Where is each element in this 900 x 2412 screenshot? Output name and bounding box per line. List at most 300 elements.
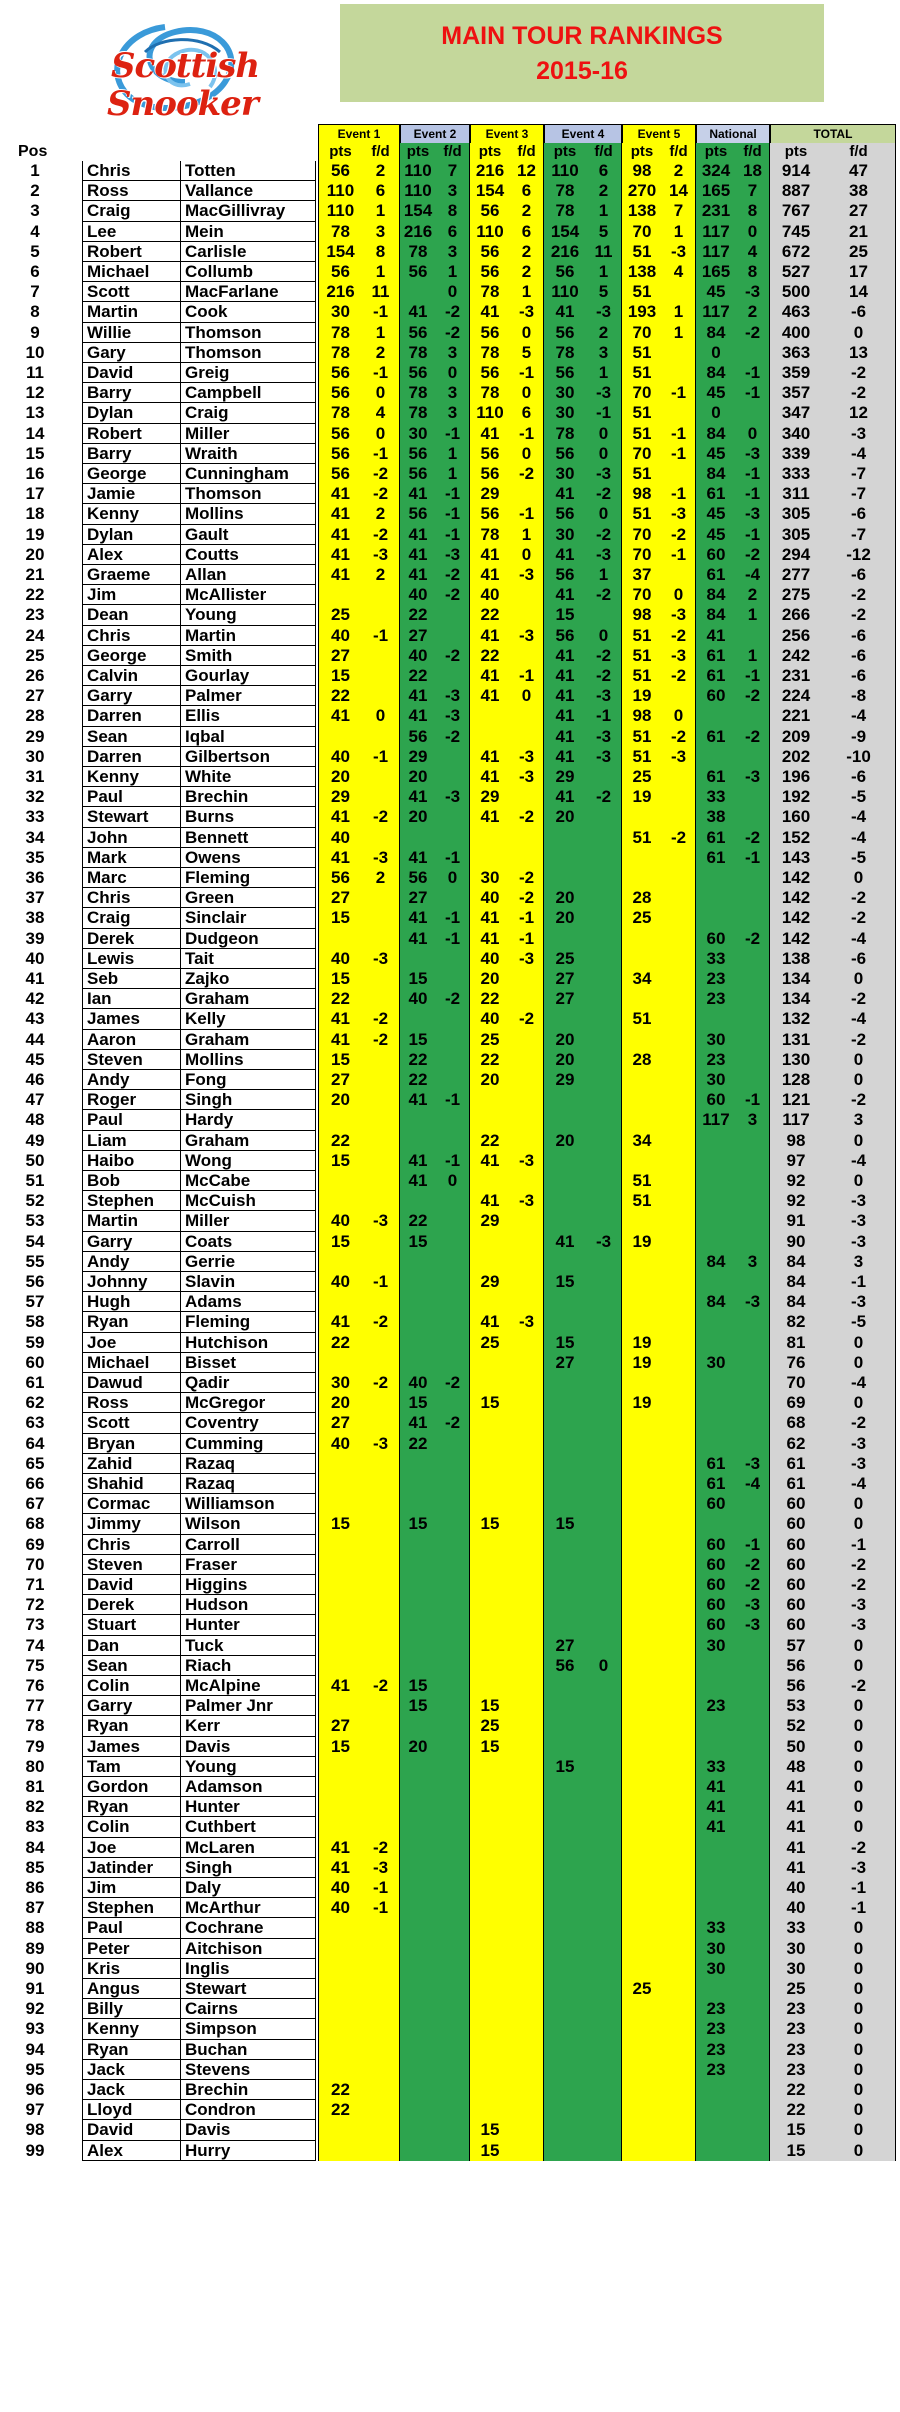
e1-pts-cell: [318, 2120, 362, 2140]
e2-fd-cell: [436, 807, 470, 827]
last-name-cell: Davis: [180, 1737, 316, 1757]
e4-pts-cell: [544, 1595, 586, 1615]
e1-pts-cell: 110: [318, 181, 362, 201]
nat-fd-cell: [736, 1676, 770, 1696]
nat-fd-cell: [736, 1171, 770, 1191]
nat-pts-cell: 61: [696, 484, 736, 504]
e1-pts-cell: 78: [318, 343, 362, 363]
first-name-cell: Marc: [82, 868, 180, 888]
total-pts-cell: 340: [770, 424, 822, 444]
e1-pts-cell: [318, 2060, 362, 2080]
e5-fd-cell: [662, 888, 696, 908]
first-name-cell: Alex: [82, 545, 180, 565]
e1-pts-cell: [318, 1939, 362, 1959]
e2-pts-cell: 20: [400, 1737, 436, 1757]
e5-fd-cell: [662, 403, 696, 423]
e2-fd-cell: [436, 2141, 470, 2161]
e3-fd-cell: [510, 1514, 544, 1534]
e1-pts-cell: 56: [318, 444, 362, 464]
e2-fd-cell: -1: [436, 424, 470, 444]
e3-pts-cell: [470, 1838, 510, 1858]
last-name-cell: Singh: [180, 1858, 316, 1878]
e1-fd-cell: [362, 1110, 400, 1130]
first-name-cell: Garry: [82, 686, 180, 706]
e3-fd-cell: [510, 585, 544, 605]
first-name-cell: George: [82, 464, 180, 484]
e4-pts-cell: 78: [544, 343, 586, 363]
e3-fd-cell: [510, 1898, 544, 1918]
e4-fd-cell: 6: [586, 161, 622, 181]
e1-fd-cell: 1: [362, 323, 400, 343]
e2-fd-cell: 3: [436, 403, 470, 423]
e4-fd-cell: [586, 1838, 622, 1858]
e1-pts-cell: 40: [318, 1878, 362, 1898]
total-pts-cell: 60: [770, 1535, 822, 1555]
total-fd-cell: 38: [822, 181, 896, 201]
e4-pts-cell: 41: [544, 646, 586, 666]
e4-pts-cell: [544, 1454, 586, 1474]
nat-fd-cell: [736, 1211, 770, 1231]
nat-fd-cell: -1: [736, 1090, 770, 1110]
e2-pts-cell: 41: [400, 1413, 436, 1433]
e2-pts-cell: 40: [400, 1373, 436, 1393]
total-pts-cell: 231: [770, 666, 822, 686]
total-fd-cell: 0: [822, 868, 896, 888]
table-row: [0, 1514, 900, 1534]
e5-fd-cell: -2: [662, 525, 696, 545]
e4-pts-cell: 27: [544, 1353, 586, 1373]
e1-pts-cell: [318, 1979, 362, 1999]
e1-pts-cell: 40: [318, 626, 362, 646]
first-name-cell: Gary: [82, 343, 180, 363]
e3-fd-cell: -3: [510, 1312, 544, 1332]
e2-fd-cell: [436, 888, 470, 908]
position-cell: 88: [25, 1918, 45, 1938]
e2-fd-cell: [436, 1070, 470, 1090]
e3-pts-cell: 15: [470, 1696, 510, 1716]
e2-fd-cell: [436, 1353, 470, 1373]
e2-fd-cell: [436, 1898, 470, 1918]
total-pts-cell: 53: [770, 1696, 822, 1716]
e2-pts-cell: 15: [400, 969, 436, 989]
e2-fd-cell: 0: [436, 282, 470, 302]
nat-fd-cell: [736, 1737, 770, 1757]
nat-pts-cell: 33: [696, 949, 736, 969]
total-fd-cell: 0: [822, 1979, 896, 1999]
nat-fd-cell: [736, 787, 770, 807]
e1-pts-cell: [318, 1191, 362, 1211]
e5-fd-cell: [662, 767, 696, 787]
nat-pts-cell: 84: [696, 605, 736, 625]
table-row: [0, 161, 900, 181]
e1-fd-cell: [362, 2141, 400, 2161]
e1-fd-cell: -1: [362, 1878, 400, 1898]
first-name-cell: Colin: [82, 1676, 180, 1696]
e1-pts-cell: [318, 727, 362, 747]
e2-pts-cell: 41: [400, 484, 436, 504]
e3-fd-cell: [510, 1494, 544, 1514]
e2-pts-cell: [400, 1858, 436, 1878]
first-name-cell: Roger: [82, 1090, 180, 1110]
e1-pts-cell: [318, 1353, 362, 1373]
e1-pts-cell: 30: [318, 302, 362, 322]
e1-pts-cell: [318, 1615, 362, 1635]
e4-fd-cell: -2: [586, 666, 622, 686]
e4-fd-cell: 1: [586, 262, 622, 282]
position-cell: 45: [25, 1049, 45, 1069]
e1-fd-cell: [362, 1555, 400, 1575]
table-row: [0, 1090, 900, 1110]
e4-pts-cell: [544, 1797, 586, 1817]
total-fd-cell: -3: [822, 1615, 896, 1635]
e2-pts-cell: 27: [400, 888, 436, 908]
e4-fd-cell: [586, 1373, 622, 1393]
nat-pts-cell: [696, 1656, 736, 1676]
total-fd-cell: -4: [822, 807, 896, 827]
table-row: [0, 484, 900, 504]
table-row: [0, 949, 900, 969]
e2-pts-cell: 78: [400, 383, 436, 403]
e4-pts-cell: 30: [544, 383, 586, 403]
total-pts-cell: 527: [770, 262, 822, 282]
total-fd-cell: -6: [822, 565, 896, 585]
e4-fd-cell: 5: [586, 282, 622, 302]
position-cell: 82: [25, 1797, 45, 1817]
total-pts-cell: 69: [770, 1393, 822, 1413]
e3-pts-cell: [470, 1232, 510, 1252]
e2-pts-cell: 29: [400, 747, 436, 767]
position-cell: 51: [25, 1171, 45, 1190]
first-name-cell: Jack: [82, 2080, 180, 2100]
e2-fd-cell: [436, 1211, 470, 1231]
position-cell: 48: [25, 1110, 45, 1130]
e1-pts-cell: 22: [318, 989, 362, 1009]
e4-pts-cell: [544, 1494, 586, 1514]
e2-fd-cell: 0: [436, 1171, 470, 1191]
e5-pts-cell: 51: [622, 1009, 662, 1029]
last-name-cell: White: [180, 767, 316, 787]
nat-fd-cell: [736, 908, 770, 928]
e5-fd-cell: [662, 1050, 696, 1070]
total-pts-cell: 92: [770, 1191, 822, 1211]
e5-pts-cell: 51: [622, 242, 662, 262]
nat-pts-cell: 30: [696, 1959, 736, 1979]
first-name-cell: Graeme: [82, 565, 180, 585]
total-fd-cell: -2: [822, 1090, 896, 1110]
nat-fd-cell: 3: [736, 1252, 770, 1272]
total-fd-cell: -5: [822, 1312, 896, 1332]
e2-fd-cell: -2: [436, 323, 470, 343]
e4-pts-cell: [544, 1312, 586, 1332]
e2-fd-cell: [436, 626, 470, 646]
e3-fd-cell: -1: [510, 504, 544, 524]
e4-pts-cell: [544, 2100, 586, 2120]
nat-pts-cell: 0: [696, 403, 736, 423]
e3-pts-cell: [470, 1373, 510, 1393]
e1-fd-cell: 2: [362, 343, 400, 363]
first-name-cell: Alex: [82, 2141, 180, 2161]
e1-pts-cell: 15: [318, 1050, 362, 1070]
e2-pts-cell: [400, 1333, 436, 1353]
table-row: [0, 1656, 900, 1676]
e1-pts-cell: 40: [318, 1434, 362, 1454]
e4-pts-header: pts: [544, 143, 586, 161]
e2-pts-cell: 56: [400, 868, 436, 888]
e4-pts-cell: [544, 1979, 586, 1999]
e4-fd-cell: -2: [586, 484, 622, 504]
e3-fd-cell: [510, 1878, 544, 1898]
table-row: [0, 1555, 900, 1575]
e4-pts-cell: 110: [544, 282, 586, 302]
nat-fd-cell: 1: [736, 605, 770, 625]
e5-pts-cell: [622, 1312, 662, 1332]
e5-fd-cell: -3: [662, 747, 696, 767]
first-name-cell: Dylan: [82, 525, 180, 545]
e3-pts-cell: 25: [470, 1716, 510, 1736]
e1-fd-cell: [362, 1757, 400, 1777]
e5-pts-cell: 51: [622, 424, 662, 444]
e3-pts-cell: 41: [470, 302, 510, 322]
table-row: [0, 424, 900, 444]
position-cell: 44: [25, 1029, 45, 1049]
first-name-cell: Stuart: [82, 1615, 180, 1635]
position-cell: 83: [25, 1817, 45, 1837]
e4-fd-cell: [586, 1211, 622, 1231]
last-name-cell: Hudson: [180, 1595, 316, 1615]
total-fd-cell: 0: [822, 1514, 896, 1534]
table-row: [0, 1939, 900, 1959]
nat-pts-header: pts: [696, 143, 736, 161]
table-row: [0, 1959, 900, 1979]
nat-pts-cell: [696, 1838, 736, 1858]
e3-pts-cell: 41: [470, 565, 510, 585]
nat-pts-cell: 41: [696, 1777, 736, 1797]
e1-fd-cell: [362, 969, 400, 989]
e1-pts-cell: 41: [318, 1676, 362, 1696]
e5-pts-cell: 70: [622, 444, 662, 464]
first-name-cell: Paul: [82, 1110, 180, 1130]
e1-fd-cell: [362, 666, 400, 686]
e1-pts-cell: 15: [318, 666, 362, 686]
table-row: [0, 1676, 900, 1696]
e2-fd-cell: [436, 1252, 470, 1272]
e4-fd-cell: [586, 1737, 622, 1757]
nat-fd-cell: 1: [736, 646, 770, 666]
nat-pts-cell: [696, 1434, 736, 1454]
e5-pts-cell: 19: [622, 1333, 662, 1353]
total-pts-cell: 91: [770, 1211, 822, 1231]
last-name-cell: McLaren: [180, 1838, 316, 1858]
first-name-cell: Jim: [82, 1878, 180, 1898]
total-pts-cell: 196: [770, 767, 822, 787]
e2-fd-cell: [436, 1918, 470, 1938]
e4-fd-cell: [586, 2120, 622, 2140]
e1-pts-cell: 41: [318, 807, 362, 827]
e4-pts-cell: 56: [544, 565, 586, 585]
e3-pts-cell: 41: [470, 424, 510, 444]
e3-pts-cell: 29: [470, 484, 510, 504]
e4-pts-cell: 78: [544, 424, 586, 444]
e3-fd-cell: [510, 1838, 544, 1858]
e1-fd-cell: [362, 929, 400, 949]
e4-fd-cell: -1: [586, 403, 622, 423]
e2-fd-cell: 1: [436, 464, 470, 484]
e3-pts-cell: [470, 1595, 510, 1615]
e4-fd-cell: [586, 1070, 622, 1090]
e1-fd-cell: -1: [362, 1898, 400, 1918]
e5-fd-cell: [662, 363, 696, 383]
first-name-cell: Derek: [82, 929, 180, 949]
e2-fd-cell: [436, 666, 470, 686]
e3-fd-cell: [510, 2019, 544, 2039]
first-name-cell: James: [82, 1009, 180, 1029]
e3-fd-cell: [510, 1030, 544, 1050]
e3-fd-cell: [510, 2120, 544, 2140]
first-name-cell: Michael: [82, 262, 180, 282]
position-cell: 6: [30, 262, 40, 281]
e5-fd-cell: [662, 1555, 696, 1575]
e4-pts-cell: 27: [544, 969, 586, 989]
total-fd-cell: -1: [822, 1898, 896, 1918]
e5-fd-cell: [662, 1413, 696, 1433]
e5-pts-cell: [622, 1898, 662, 1918]
nat-fd-cell: [736, 2040, 770, 2060]
nat-fd-cell: [736, 1656, 770, 1676]
e2-pts-cell: [400, 1292, 436, 1312]
first-name-cell: Seb: [82, 969, 180, 989]
total-fd-cell: -3: [822, 1292, 896, 1312]
e3-pts-cell: 25: [470, 1030, 510, 1050]
e2-pts-cell: 22: [400, 1050, 436, 1070]
position-cell: 43: [25, 1009, 45, 1029]
total-pts-cell: 61: [770, 1454, 822, 1474]
total-fd-cell: 0: [822, 1777, 896, 1797]
e3-pts-cell: 20: [470, 969, 510, 989]
total-fd-cell: 0: [822, 2060, 896, 2080]
nat-pts-cell: 84: [696, 464, 736, 484]
e4-pts-cell: [544, 1474, 586, 1494]
e1-pts-cell: [318, 1959, 362, 1979]
total-pts-cell: 57: [770, 1636, 822, 1656]
position-cell: 21: [25, 565, 45, 584]
last-name-cell: Carlisle: [180, 242, 316, 262]
e5-fd-cell: [662, 1615, 696, 1635]
e5-fd-cell: [662, 1070, 696, 1090]
nat-pts-cell: 84: [696, 424, 736, 444]
first-name-cell: Johnny: [82, 1272, 180, 1292]
total-fd-cell: 21: [822, 222, 896, 242]
e3-pts-cell: [470, 1474, 510, 1494]
nat-pts-cell: 45: [696, 444, 736, 464]
e1-fd-cell: [362, 727, 400, 747]
e3-fd-cell: [510, 1393, 544, 1413]
nat-fd-cell: -1: [736, 848, 770, 868]
e1-pts-cell: 15: [318, 969, 362, 989]
last-name-cell: Stewart: [180, 1979, 316, 1999]
e1-fd-cell: [362, 2019, 400, 2039]
e4-fd-cell: [586, 969, 622, 989]
total-fd-cell: -3: [822, 1858, 896, 1878]
e5-pts-cell: [622, 1252, 662, 1272]
e4-pts-cell: 25: [544, 949, 586, 969]
e3-fd-cell: [510, 706, 544, 726]
e5-fd-cell: [662, 1090, 696, 1110]
last-name-cell: Razaq: [180, 1474, 316, 1494]
event-4-header: Event 4: [544, 124, 622, 143]
e1-fd-cell: 2: [362, 565, 400, 585]
e2-pts-cell: [400, 1959, 436, 1979]
last-name-cell: McGregor: [180, 1393, 316, 1413]
e1-fd-cell: [362, 1171, 400, 1191]
total-pts-cell: 339: [770, 444, 822, 464]
nat-pts-cell: 60: [696, 929, 736, 949]
first-name-cell: George: [82, 646, 180, 666]
e1-pts-cell: 78: [318, 323, 362, 343]
position-cell: 57: [25, 1292, 45, 1312]
last-name-cell: Tait: [180, 949, 316, 969]
total-fd-cell: 0: [822, 323, 896, 343]
position-cell: 87: [25, 1898, 45, 1918]
position-cell: 2: [30, 181, 40, 201]
e5-fd-cell: [662, 2019, 696, 2039]
e1-pts-cell: [318, 1494, 362, 1514]
position-cell: 29: [25, 726, 45, 746]
e4-fd-cell: [586, 1676, 622, 1696]
e4-fd-cell: [586, 1858, 622, 1878]
e4-pts-cell: [544, 1737, 586, 1757]
e4-pts-cell: 41: [544, 706, 586, 726]
e4-fd-cell: [586, 989, 622, 1009]
e1-fd-cell: -1: [362, 1272, 400, 1292]
total-pts-cell: 294: [770, 545, 822, 565]
e5-pts-cell: 25: [622, 908, 662, 928]
nat-fd-cell: [736, 2141, 770, 2161]
total-fd-cell: -6: [822, 767, 896, 787]
nat-pts-cell: 23: [696, 969, 736, 989]
e5-pts-cell: 19: [622, 1353, 662, 1373]
nat-fd-cell: 0: [736, 222, 770, 242]
first-name-cell: Kenny: [82, 2019, 180, 2039]
e3-fd-cell: [510, 2080, 544, 2100]
total-pts-cell: 400: [770, 323, 822, 343]
e5-fd-cell: [662, 807, 696, 827]
e5-fd-cell: [662, 1858, 696, 1878]
e3-pts-cell: 56: [470, 262, 510, 282]
last-name-cell: Collumb: [180, 262, 316, 282]
last-name-cell: Buchan: [180, 2040, 316, 2060]
table-row: [0, 464, 900, 484]
e1-pts-cell: [318, 1454, 362, 1474]
e2-pts-cell: [400, 1454, 436, 1474]
e2-fd-cell: -1: [436, 848, 470, 868]
e5-pts-cell: [622, 1535, 662, 1555]
e1-pts-cell: 56: [318, 161, 362, 181]
e1-fd-cell: [362, 1333, 400, 1353]
total-pts-cell: 33: [770, 1918, 822, 1938]
e5-pts-cell: [622, 929, 662, 949]
e4-pts-cell: [544, 2019, 586, 2039]
e5-fd-cell: [662, 1514, 696, 1534]
e4-fd-cell: [586, 1817, 622, 1837]
e5-pts-cell: 98: [622, 706, 662, 726]
e3-fd-cell: 6: [510, 222, 544, 242]
e1-pts-cell: 27: [318, 888, 362, 908]
e5-fd-cell: [662, 908, 696, 928]
last-name-cell: Campbell: [180, 383, 316, 403]
position-cell: 77: [25, 1696, 45, 1716]
total-pts-cell: 333: [770, 464, 822, 484]
table-row: [0, 666, 900, 686]
